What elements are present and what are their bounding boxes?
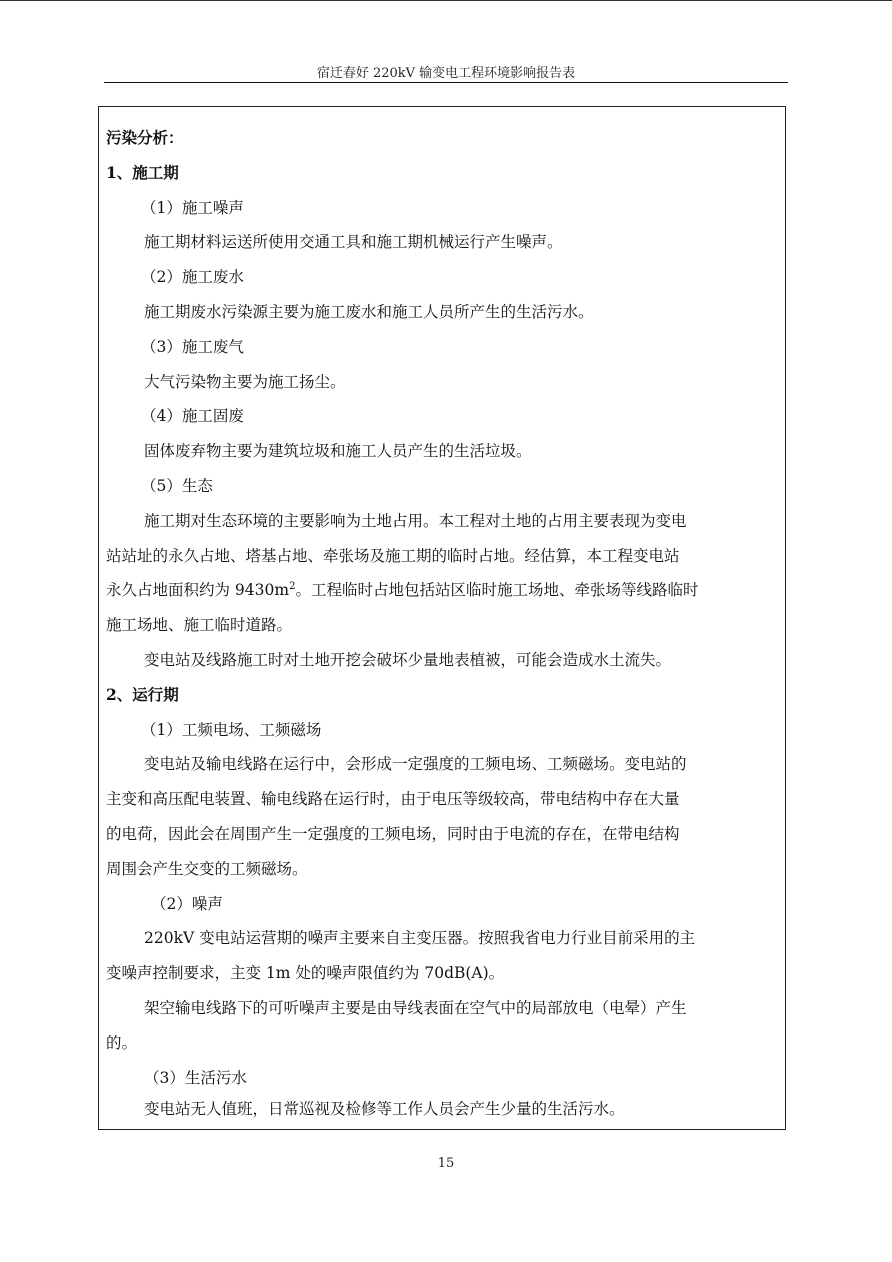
- noise-paragraph-line: 架空输电线路下的可听噪声主要是由导线表面在空气中的局部放电（电晕）产生: [144, 998, 687, 1017]
- eco-paragraph-line: 站站址的永久占地、塔基占地、牵张场及施工期的临时占地。经估算，本工程变电站: [106, 546, 680, 565]
- eco-paragraph-line: [106, 573, 780, 608]
- eco-paragraph-line: 施工期对生态环境的主要影响为土地占用。本工程对土地的占用主要表现为变电: [144, 511, 687, 530]
- construction-solid-title: （4）施工固废: [141, 407, 244, 426]
- sewage-text: 变电站无人值班，日常巡视及检修等工作人员会产生少量的生活污水。: [144, 1100, 625, 1119]
- eco-area-text: 永久占地面积约为 9430m: [106, 581, 290, 600]
- header-rule: [104, 82, 788, 83]
- emf-paragraph-line: 变电站及输电线路在运行中，会形成一定强度的工频电场、工频磁场。变电站的: [144, 755, 687, 774]
- construction-eco-title: （5）生态: [141, 476, 213, 495]
- operation-heading: 2、运行期: [106, 684, 179, 704]
- eco-area-text-rest: 。工程临时占地包括站区临时施工场地、牵张场等线路临时: [295, 581, 699, 600]
- construction-gas-title: （3）施工废气: [141, 337, 244, 356]
- superscript: 2: [289, 581, 296, 593]
- construction-wastewater-text: 施工期废水污染源主要为施工废水和施工人员所产生的生活污水。: [144, 302, 594, 321]
- operation-noise-title: （2）噪声: [151, 894, 223, 913]
- document-body: [106, 121, 780, 1123]
- noise-paragraph-line: 变噪声控制要求，主变 1m 处的噪声限值约为 70dB(A)。: [106, 964, 505, 983]
- page-number: 15: [437, 1156, 455, 1171]
- construction-solid-text: 固体废弃物主要为建筑垃圾和施工人员产生的生活垃圾。: [144, 442, 532, 461]
- eco-paragraph-line: 变电站及线路施工时对土地开挖会破坏少量地表植被，可能会造成水土流失。: [144, 650, 672, 669]
- construction-wastewater-title: （2）施工废水: [141, 268, 244, 287]
- emf-paragraph-line: 的电荷，因此会在周围产生一定强度的工频电场，同时由于电流的存在，在带电结构: [106, 824, 680, 843]
- section-title: 污染分析：: [106, 128, 184, 147]
- operation-sewage-title: （3）生活污水: [144, 1068, 247, 1087]
- noise-paragraph-line: 220kV 变电站运营期的噪声主要来自主变压器。按照我省电力行业目前采用的主: [144, 929, 696, 948]
- construction-noise-title: （1）施工噪声: [141, 198, 244, 217]
- construction-heading: 1、施工期: [106, 162, 179, 182]
- construction-gas-text: 大气污染物主要为施工扬尘。: [144, 372, 346, 391]
- noise-paragraph-line: 的。: [106, 1033, 138, 1052]
- operation-emf-title: （1）工频电场、工频磁场: [141, 720, 322, 739]
- page-top-border: [0, 0, 892, 1]
- emf-paragraph-line: 周围会产生交变的工频磁场。: [106, 859, 308, 878]
- eco-paragraph-line: 施工场地、施工临时道路。: [106, 616, 293, 635]
- emf-paragraph-line: 主变和高压配电装置、输电线路在运行时，由于电压等级较高，带电结构中存在大量: [106, 790, 680, 809]
- construction-noise-text: 施工期材料运送所使用交通工具和施工期机械运行产生噪声。: [144, 233, 563, 252]
- page-header: 宿迁春好 220kV 输变电工程环境影响报告表: [316, 66, 576, 81]
